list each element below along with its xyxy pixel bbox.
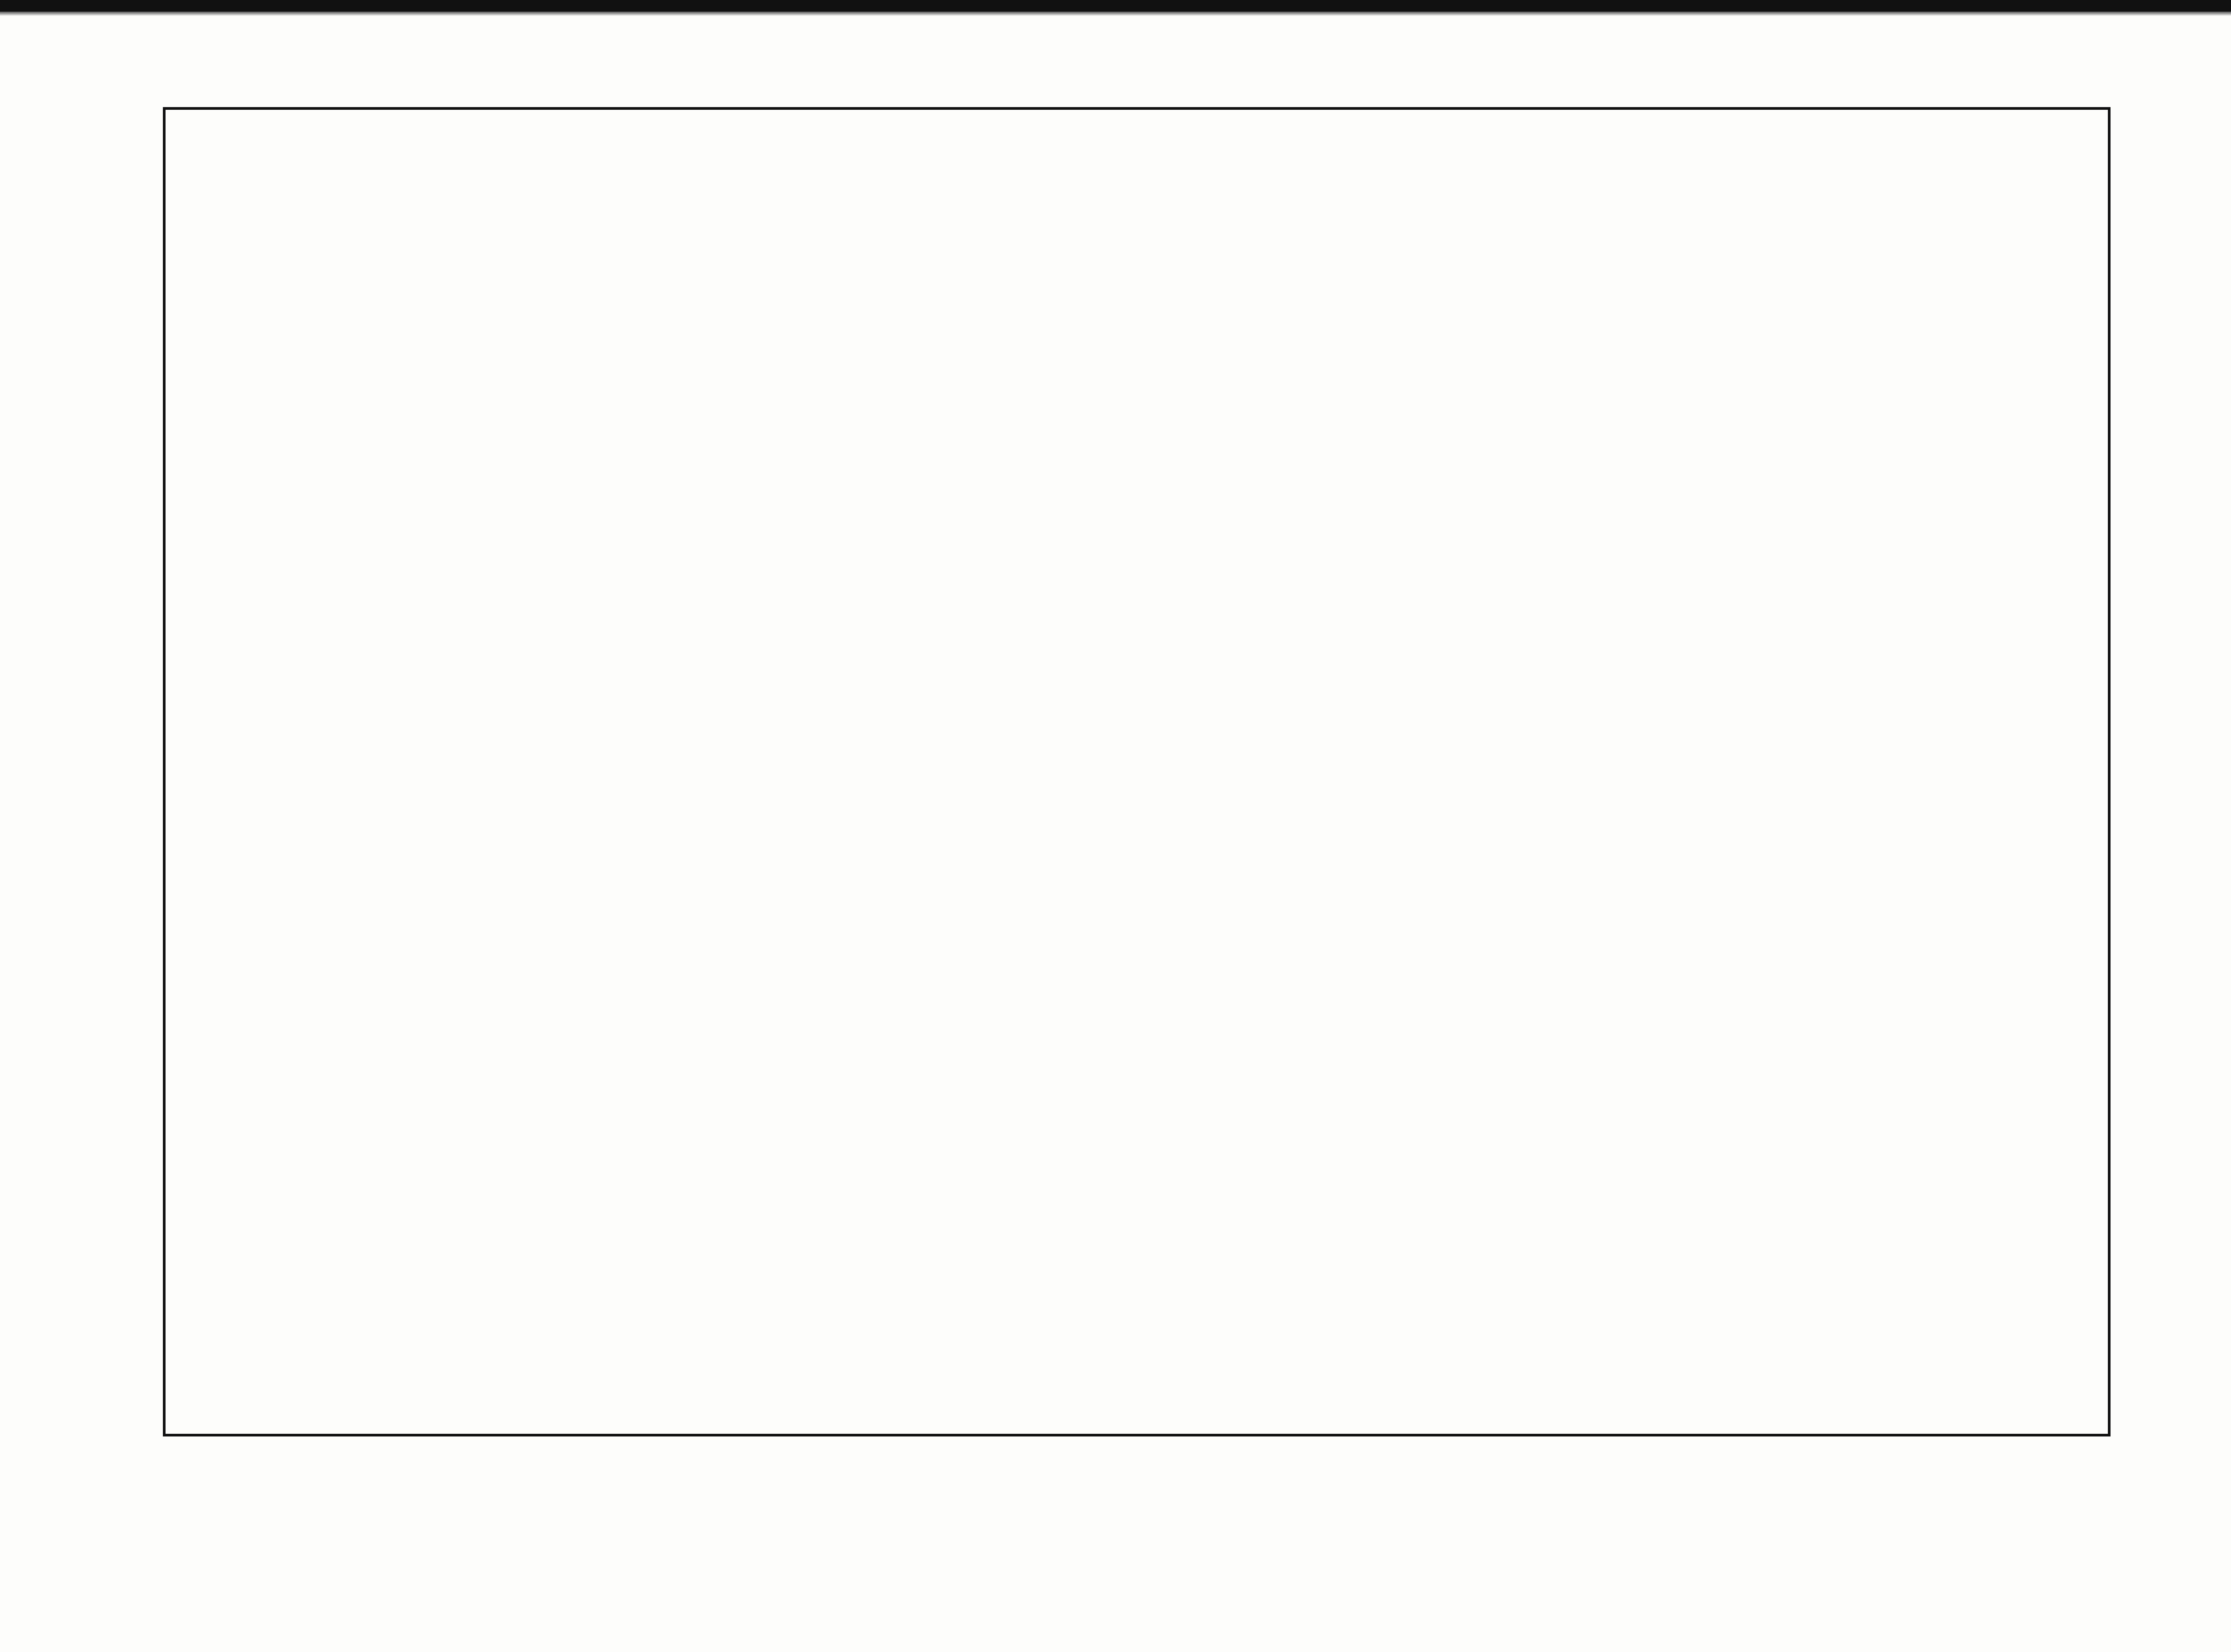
top-scan-shadow bbox=[0, 12, 2231, 16]
table-grid bbox=[166, 110, 2108, 1434]
precipitation-table bbox=[163, 107, 2111, 1436]
top-scan-edge bbox=[0, 0, 2231, 12]
